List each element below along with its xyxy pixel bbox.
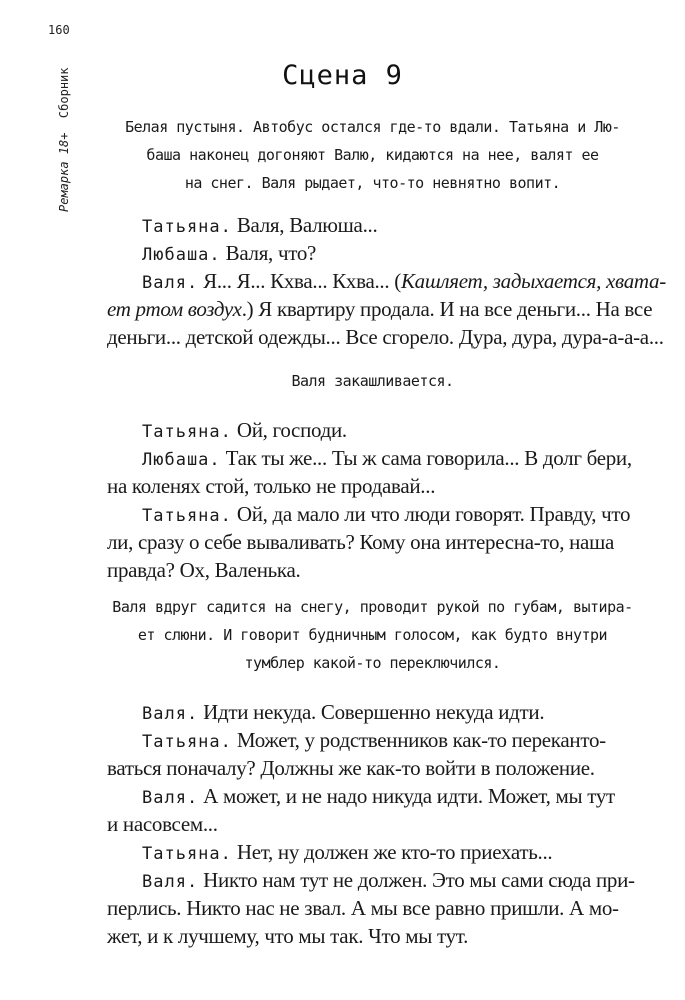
dialogue-line [142,842,552,863]
speaker-name: Татьяна. [142,844,232,864]
speaker-name: Любаша. [142,450,221,470]
dialogue-line [107,560,300,581]
dialogue-text: А может, и не надо никуда идти. Может, мы тут [198,784,615,808]
dialogue-text: Может, у родственников как-то переканто- [231,728,606,752]
dialogue-text: .) Я квартиру продала. И на все деньги... На все [241,297,653,321]
stage-direction-line: на снег. Валя рыдает, что-то невнятно вопит. [184,174,561,192]
running-header-text: Сборник [57,67,71,119]
speaker-name: Татьяна. [142,506,232,526]
dialogue-line [142,504,630,525]
dialogue-text: Идти некуда. Совершенно некуда идти. [198,700,545,724]
stage-direction-line: тумблер какой-то переключился. [244,654,501,672]
dialogue-line [142,786,615,807]
dialogue-line [107,758,595,779]
dialogue-line [142,271,666,292]
dialogue-text: жет, и к лучшему, что мы так. Что мы тут. [107,924,469,948]
stage-remark: ет ртом воздух [107,297,242,321]
dialogue-text: Валя, Валюша... [231,213,378,237]
dialogue-line [142,448,632,469]
dialogue-line [142,420,347,441]
speaker-name: Любаша. [142,245,221,265]
speaker-name: Валя. [142,788,199,808]
speaker-name: Татьяна. [142,422,232,442]
speaker-name: Валя. [142,704,199,724]
dialogue-text: Никто нам тут не должен. Это мы сами сюда при- [198,868,635,892]
dialogue-line [107,898,619,919]
page-number: 160 [48,23,70,37]
stage-direction-line: Валя закашливается. [291,372,454,390]
scene-title: Сцена 9 [282,60,403,91]
stage-remark: Кашляет, задыхается, хвата- [400,269,666,293]
dialogue-text: Ой, господи. [231,418,347,442]
dialogue-line [107,476,435,497]
speaker-name: Татьяна. [142,732,232,752]
dialogue-text: Нет, ну должен же кто-то приехать... [231,840,553,864]
stage-direction-line: Валя вдруг садится на снегу, проводит рукой по губам, вытира- [112,598,633,616]
speaker-name: Валя. [142,872,199,892]
dialogue-line [142,243,316,264]
dialogue-text: и насовсем... [107,812,218,836]
dialogue-line [142,702,544,723]
stage-direction-line: баша наконец догоняют Валю, кидаются на нее, валят ее [146,146,599,164]
dialogue-line [107,299,652,320]
dialogue-line [107,532,614,553]
dialogue-text: Ой, да мало ли что люди говорят. Правду, что [231,502,631,526]
dialogue-text: перлись. Никто нас не звал. А мы все равно пришли. А мо- [107,896,619,920]
dialogue-line [142,730,606,751]
stage-direction-line: Белая пустыня. Автобус остался где-то вдали. Татьяна и Лю- [125,118,620,136]
stage-direction-line: ет слюни. И говорит будничным голосом, как будто внутри [137,626,608,644]
dialogue-text: правда? Ох, Валенька. [107,558,301,582]
dialogue-text: на коленях стой, только не продавай... [107,474,436,498]
running-header-italic: Ремарка 18+ [57,132,71,212]
speaker-name: Татьяна. [142,217,232,237]
speaker-name: Валя. [142,273,199,293]
dialogue-line [142,215,377,236]
dialogue-text: Так ты же... Ты ж сама говорила... В долг бери, [220,446,632,470]
dialogue-text: Я... Я... Кхва... Кхва... ( [198,269,401,293]
dialogue-line [107,926,468,947]
dialogue-text: деньги... детской одежды... Все сгорело. Дура, дура, дура-а-а-а... [107,325,664,349]
dialogue-line [107,814,218,835]
dialogue-text: ваться поначалу? Должны же как-то войти в положение. [107,756,595,780]
dialogue-text: ли, сразу о себе вываливать? Кому она интересна-то, наша [107,530,614,554]
dialogue-line [142,870,635,891]
dialogue-text: Валя, что? [220,241,317,265]
dialogue-line [107,327,664,348]
